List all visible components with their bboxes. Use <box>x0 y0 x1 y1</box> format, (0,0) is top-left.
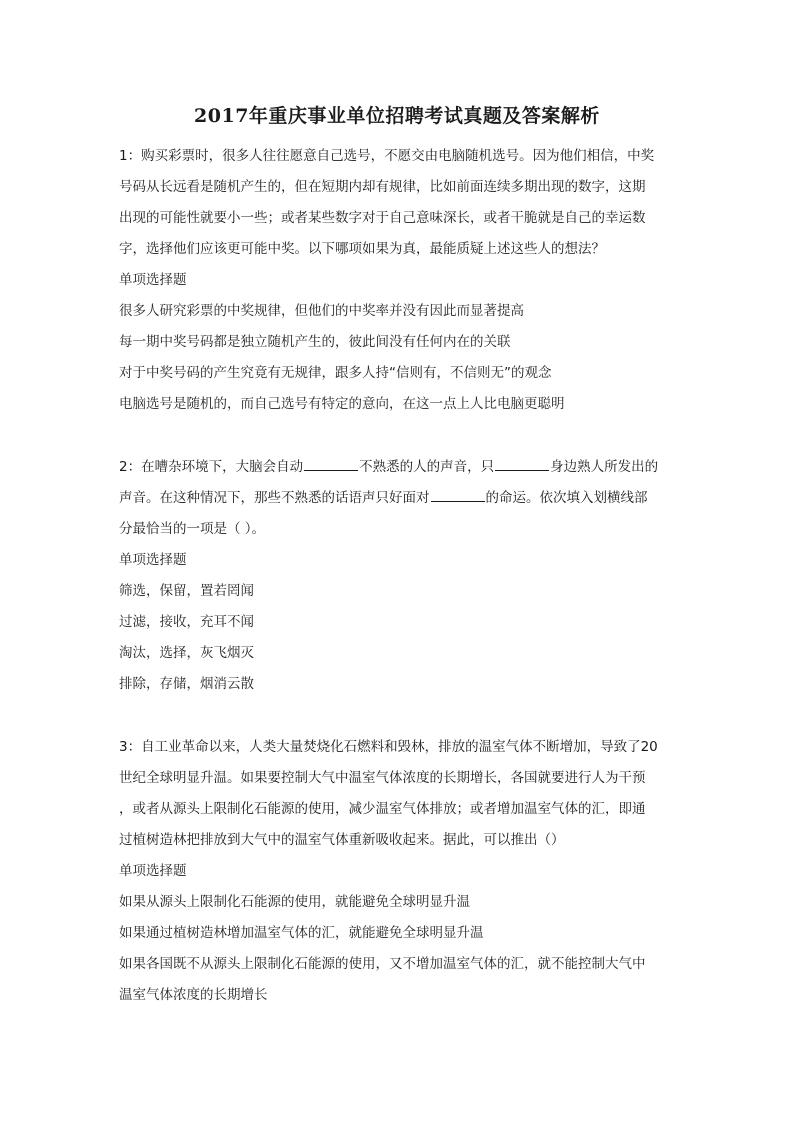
fill-in-blank <box>304 456 358 471</box>
question-type-label: 单项选择题 <box>119 272 187 288</box>
question-text-line: 号码从长远看是随机产生的，但在短期内却有规律，比如前面连续多期出现的数字，这期 <box>119 179 646 195</box>
answer-option: 如果通过植树造林增加温室气体的汇，就能避免全球明显升温 <box>119 925 484 941</box>
answer-option: 每一期中奖号码都是独立随机产生的，彼此间没有任何内在的关联 <box>119 334 511 350</box>
fill-in-blank <box>431 487 485 502</box>
answer-option: 筛选，保留，置若罔闻 <box>119 583 254 599</box>
answer-option: 如果各国既不从源头上限制化石能源的使用，又不增加温室气体的汇，就不能控制大气中 <box>119 956 646 972</box>
question-text-segment: 不熟悉的人的声音，只 <box>359 459 495 475</box>
question-text-line <box>119 452 679 483</box>
question-text-segment: 身边熟人所发出的 <box>550 459 659 475</box>
question-3 <box>119 732 679 1011</box>
question-text-segment: 2：在嘈杂环境下，大脑会自动 <box>119 459 304 475</box>
question-text-line: 世纪全球明显升温。如果要控制大气中温室气体浓度的长期增长，各国就要进行人为干预 <box>119 770 646 786</box>
answer-option: 对于中奖号码的产生究竟有无规律，跟多人持“信则有，不信则无”的观念 <box>119 365 552 381</box>
question-text-segment: 的命运。依次填入划横线部 <box>485 490 648 506</box>
question-type-label: 单项选择题 <box>119 863 187 879</box>
question-text-line: 3：自工业革命以来，人类大量焚烧化石燃料和毁林，排放的温室气体不断增加，导致了20 <box>119 739 658 755</box>
answer-option: 过滤，接收，充耳不闻 <box>119 614 254 630</box>
question-text-line: ，或者从源头上限制化石能源的使用，减少温室气体排放；或者增加温室气体的汇，即通 <box>119 801 646 817</box>
question-text-segment: 声音。在这种情况下，那些不熟悉的话语声只好面对 <box>119 490 430 506</box>
question-text-line: 字，选择他们应该更可能中奖。以下哪项如果为真，最能质疑上述这些人的想法？ <box>119 241 605 257</box>
question-text-line: 分最恰当的一项是（ ）。 <box>119 521 266 537</box>
question-2 <box>119 452 679 700</box>
question-text-line: 出现的可能性就要小一些；或者某些数字对于自己意味深长，或者干脆就是自己的幸运数 <box>119 210 646 226</box>
answer-option: 电脑选号是随机的，而自己选号有特定的意向，在这一点上人比电脑更聪明 <box>119 396 565 412</box>
answer-option: 淘汰，选择，灰飞烟灭 <box>119 645 254 661</box>
question-text-line: 1：购买彩票时，很多人往往愿意自己选号，不愿交由电脑随机选号。因为他们相信，中奖 <box>119 148 655 164</box>
answer-option: 排除，存储，烟消云散 <box>119 676 254 692</box>
question-type-label: 单项选择题 <box>119 552 187 568</box>
answer-option: 如果从源头上限制化石能源的使用，就能避免全球明显升温 <box>119 894 470 910</box>
answer-option: 很多人研究彩票的中奖规律，但他们的中奖率并没有因此而显著提高 <box>119 303 524 319</box>
document-title: 2017年重庆事业单位招聘考试真题及答案解析 <box>194 105 600 127</box>
question-1 <box>119 141 679 420</box>
question-text-line <box>119 483 679 514</box>
answer-option: 温室气体浓度的长期增长 <box>119 987 268 1003</box>
fill-in-blank <box>495 456 549 471</box>
question-text-line: 过植树造林把排放到大气中的温室气体重新吸收起来。据此，可以推出（） <box>119 832 565 848</box>
